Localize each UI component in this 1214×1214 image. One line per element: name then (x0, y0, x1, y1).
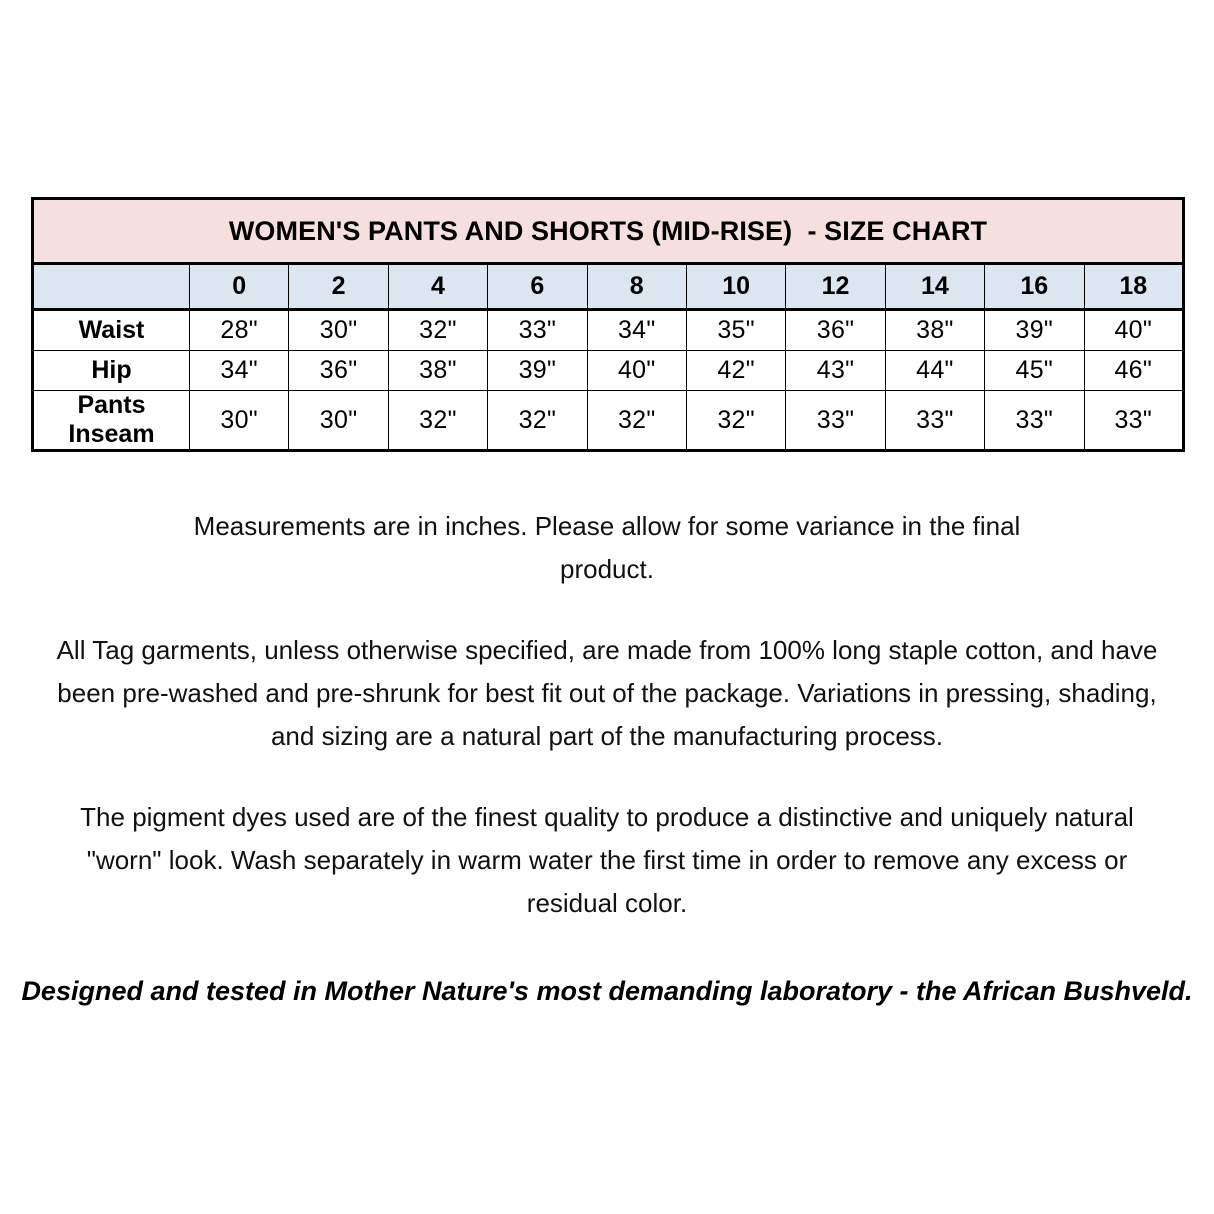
hip-size-10: 42" (686, 351, 785, 391)
waist-size-16: 39" (985, 310, 1084, 351)
row-label-waist: Waist (33, 310, 190, 351)
size-chart-table (31, 197, 1185, 452)
hip-size-2: 36" (289, 351, 388, 391)
waist-size-0: 28" (190, 310, 289, 351)
size-header-14: 14 (885, 264, 984, 310)
table-header-row (33, 264, 1184, 310)
size-header-0: 0 (190, 264, 289, 310)
size-header-10: 10 (686, 264, 785, 310)
waist-size-8: 34" (587, 310, 686, 351)
size-chart-title: WOMEN'S PANTS AND SHORTS (MID-RISE) - SIZE CHART (33, 199, 1184, 264)
size-header-18: 18 (1084, 264, 1183, 310)
size-chart-container (31, 197, 1182, 452)
hip-size-14: 44" (885, 351, 984, 391)
notes-section (0, 505, 1214, 925)
note-garments: All Tag garments, unless otherwise specified, are made from 100% long staple cotton, and have been pre-washed and pre-shrunk for best fit out of the package. Variations in pressing, shading, and sizing are a natural part of the manufacturing process. (56, 635, 1158, 751)
waist-size-2: 30" (289, 310, 388, 351)
row-label-hip: Hip (33, 351, 190, 391)
hip-size-0: 34" (190, 351, 289, 391)
waist-size-12: 36" (786, 310, 885, 351)
note-measurements: Measurements are in inches. Please allow for some variance in the final product. (193, 511, 1021, 584)
waist-size-14: 38" (885, 310, 984, 351)
waist-size-18: 40" (1084, 310, 1183, 351)
hip-size-18: 46" (1084, 351, 1183, 391)
inseam-size-6: 32" (488, 391, 587, 451)
size-header-12: 12 (786, 264, 885, 310)
row-label-pants-inseam: Pants Inseam (33, 391, 190, 451)
hip-size-4: 38" (388, 351, 487, 391)
inseam-size-14: 33" (885, 391, 984, 451)
waist-size-6: 33" (488, 310, 587, 351)
inseam-size-8: 32" (587, 391, 686, 451)
size-header-2: 2 (289, 264, 388, 310)
inseam-size-4: 32" (388, 391, 487, 451)
note-pigment-dyes: The pigment dyes used are of the finest quality to produce a distinctive and uniquely natural "worn" look. Wash separately in warm water the first time in order to remove any excess or residual color. (80, 802, 1134, 918)
inseam-size-18: 33" (1084, 391, 1183, 451)
hip-size-8: 40" (587, 351, 686, 391)
brand-tagline: Designed and tested in Mother Nature's most demanding laboratory - the African Bushveld. (21, 976, 1193, 1006)
hip-size-12: 43" (786, 351, 885, 391)
size-header-16: 16 (985, 264, 1084, 310)
inseam-size-16: 33" (985, 391, 1084, 451)
table-title-row (33, 199, 1184, 264)
header-corner-cell (33, 264, 190, 310)
waist-size-4: 32" (388, 310, 487, 351)
size-header-4: 4 (388, 264, 487, 310)
size-header-8: 8 (587, 264, 686, 310)
table-row-pants-inseam (33, 391, 1184, 451)
inseam-size-12: 33" (786, 391, 885, 451)
hip-size-16: 45" (985, 351, 1084, 391)
table-row-waist (33, 310, 1184, 351)
inseam-size-0: 30" (190, 391, 289, 451)
inseam-size-2: 30" (289, 391, 388, 451)
hip-size-6: 39" (488, 351, 587, 391)
waist-size-10: 35" (686, 310, 785, 351)
size-header-6: 6 (488, 264, 587, 310)
table-row-hip (33, 351, 1184, 391)
inseam-size-10: 32" (686, 391, 785, 451)
